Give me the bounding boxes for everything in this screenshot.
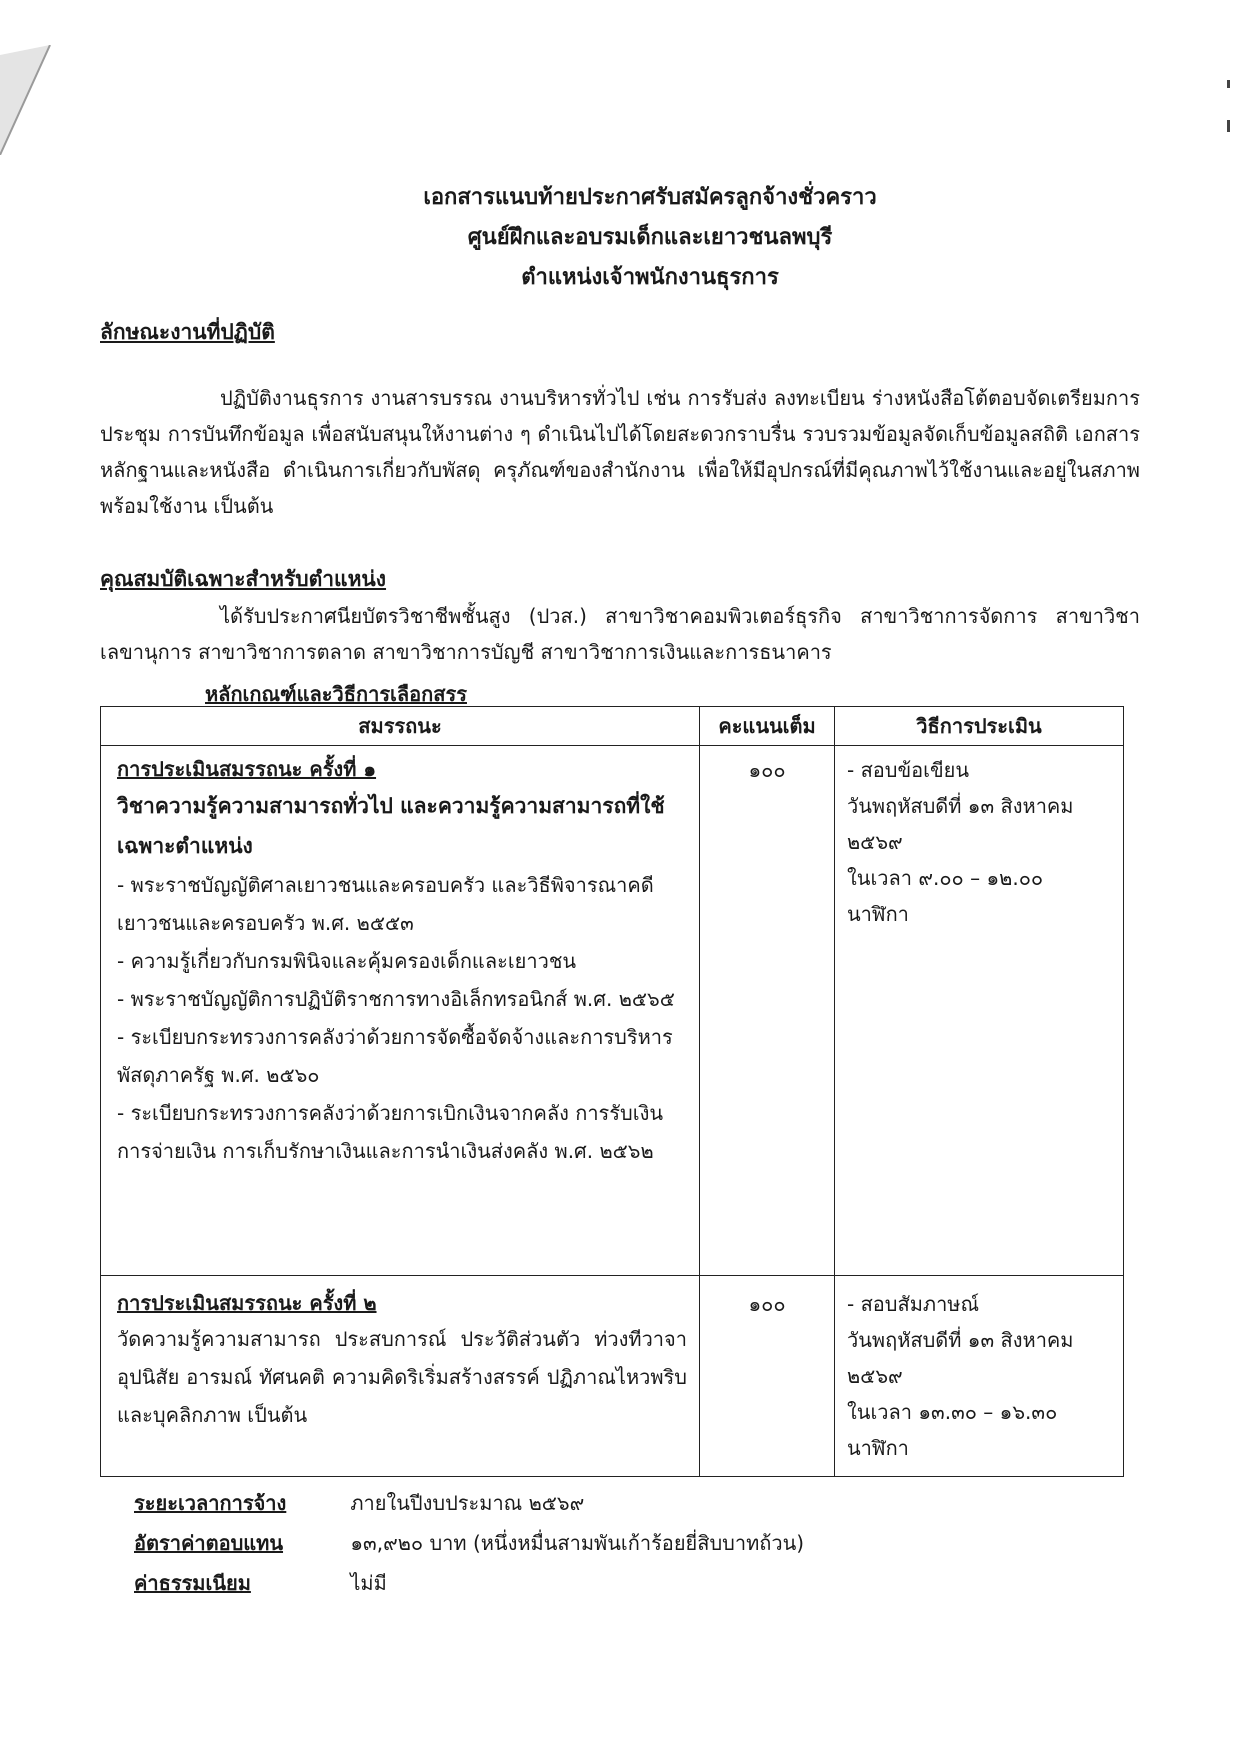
competency-cell — [101, 1276, 700, 1477]
competency-cell — [101, 746, 700, 1276]
compensation-row — [134, 1527, 804, 1563]
method-cell — [835, 746, 1124, 1276]
title-line-2: ศูนย์ฝึกและอบรมเด็กและเยาวชนลพบุรี — [467, 225, 833, 250]
employment-period-value: ภายในปีงบประมาณ ๒๕๖๙ — [350, 1491, 585, 1515]
round-1-item: - พระราชบัญญัติการปฏิบัติราชการทางอิเล็กทรอนิกส์ พ.ศ. ๒๕๖๕ — [117, 987, 675, 1011]
employment-period-row — [134, 1487, 584, 1523]
duties-text: ปฏิบัติงานธุรการ งานสารบรรณ งานบริหารทั่วไป เช่น การรับส่ง ลงทะเบียน ร่างหนังสือโต้ตอบจัดเตรียมการประชุม การบันทึกข้อมูล เพื่อสนับสนุนให้งานต่าง ๆ ดำเนินไปได้โดยสะดวกราบรื่น รวบรวมข้อมูลจัดเก็บข้อมูลสถิติ เอกสาร หลักฐานและหนังสือ ดำเนินการเกี่ยวกับพัสดุ ครุภัณฑ์ของสำนักงาน เพื่อให้มีอุปกรณ์ที่มีคุณภาพไว้ใช้งานและอยู่ในสภาพพร้อมใช้งาน เป็นต้น — [100, 386, 1140, 518]
qualifications-heading: คุณสมบัติเฉพาะสำหรับตำแหน่ง — [100, 567, 387, 591]
round-1-item: - ความรู้เกี่ยวกับกรมพินิจและคุ้มครองเด็กและเยาวชน — [117, 949, 577, 973]
round-1-title: การประเมินสมรรถนะ ครั้งที่ ๑ — [117, 757, 377, 781]
scan-edge-mark — [1224, 80, 1234, 140]
method-cell — [835, 1276, 1124, 1477]
round-1-item: - พระราชบัญญัติศาลเยาวชนและครอบครัว และวิธีพิจารณาคดีเยาวชนและครอบครัว พ.ศ. ๒๕๕๓ — [117, 873, 654, 935]
round-1-item: - ระเบียบกระทรวงการคลังว่าด้วยการจัดซื้อจัดจ้างและการบริหารพัสดุภาครัฐ พ.ศ. ๒๕๖๐ — [117, 1025, 673, 1087]
round-1-method-type: - สอบข้อเขียน — [847, 758, 970, 782]
round-2-title: การประเมินสมรรถนะ ครั้งที่ ๒ — [117, 1291, 377, 1315]
title-line-1: เอกสารแนบท้ายประกาศรับสมัครลูกจ้างชั่วคราว — [423, 185, 877, 210]
col-header-score: คะแนนเต็ม — [700, 707, 835, 746]
table-header-row — [101, 707, 1124, 746]
round-1-item: - ระเบียบกระทรวงการคลังว่าด้วยการเบิกเงินจากคลัง การรับเงิน การจ่ายเงิน การเก็บรักษาเงินและการนำเงินส่งคลัง พ.ศ. ๒๕๖๒ — [117, 1101, 664, 1163]
col-header-competency: สมรรถนะ — [101, 707, 700, 746]
round-2-method-type: - สอบสัมภาษณ์ — [847, 1292, 980, 1316]
duties-heading: ลักษณะงานที่ปฏิบัติ — [100, 320, 275, 344]
criteria-table — [100, 706, 1124, 1477]
title-line-3: ตำแหน่งเจ้าพนักงานธุรการ — [521, 265, 779, 290]
table-row — [101, 1276, 1124, 1477]
round-2-method-time: ในเวลา ๑๓.๓๐ – ๑๖.๓๐ นาฬิกา — [847, 1400, 1058, 1460]
round-2-method-date: วันพฤหัสบดีที่ ๑๓ สิงหาคม ๒๕๖๙ — [847, 1328, 1074, 1388]
score-cell: ๑๐๐ — [700, 746, 835, 1276]
round-1-method-time: ในเวลา ๙.๐๐ – ๑๒.๐๐ นาฬิกา — [847, 866, 1044, 926]
fee-label: ค่าธรรมเนียม — [134, 1571, 251, 1595]
qualifications-text: ได้รับประกาศนียบัตรวิชาชีพชั้นสูง (ปวส.) สาขาวิชาคอมพิวเตอร์ธุรกิจ สาขาวิชาการจัดการ สาขาวิชาเลขานุการ สาขาวิชาการตลาด สาขาวิชาการบัญชี สาขาวิชาการเงินและการธนาคาร — [100, 604, 1140, 664]
compensation-value: ๑๓,๙๒๐ บาท (หนึ่งหมื่นสามพันเก้าร้อยยี่สิบบาทถ้วน) — [350, 1531, 805, 1555]
scan-corner-fold — [0, 45, 60, 155]
round-2-description: วัดความรู้ความสามารถ ประสบการณ์ ประวัติส่วนตัว ท่วงทีวาจา อุปนิสัย อารมณ์ ทัศนคติ ความคิดริเริ่มสร้างสรรค์ ปฏิภาณไหวพริบ และบุคลิกภาพ เป็นต้น — [117, 1327, 687, 1427]
criteria-heading: หลักเกณฑ์และวิธีการเลือกสรร — [205, 682, 467, 706]
round-1-subtitle: วิชาความรู้ความสามารถทั่วไป และความรู้ความสามารถที่ใช้เฉพาะตำแหน่ง — [117, 794, 665, 858]
round-1-method-date: วันพฤหัสบดีที่ ๑๓ สิงหาคม ๒๕๖๙ — [847, 794, 1074, 854]
compensation-label: อัตราค่าตอบแทน — [134, 1531, 284, 1555]
fee-row — [134, 1567, 387, 1603]
table-row — [101, 746, 1124, 1276]
employment-period-label: ระยะเวลาการจ้าง — [134, 1491, 287, 1515]
fee-value: ไม่มี — [350, 1571, 387, 1595]
col-header-method: วิธีการประเมิน — [835, 707, 1124, 746]
document-title — [0, 178, 1240, 298]
score-cell: ๑๐๐ — [700, 1276, 835, 1477]
